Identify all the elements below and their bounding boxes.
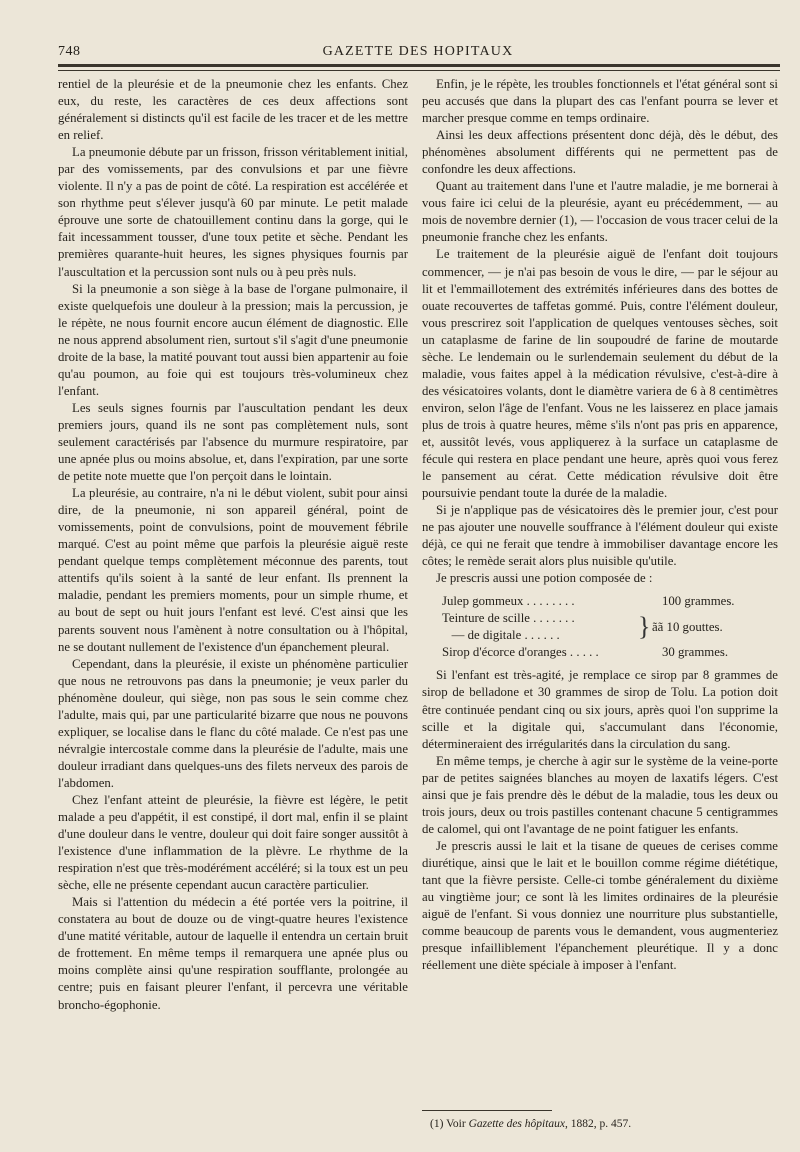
header-rule-thin [58, 70, 780, 71]
paragraph: Quant au traitement dans l'une et l'autre maladie, je me bornerai à vous faire ici celui de la pleurésie, ayant eu précédemment, — au mois de novembre dernier (1), — l'occasion de vous tracer celui de la pneumonie franche chez les enfants. [422, 179, 778, 245]
paragraph: Je prescris aussi une potion composée de : [436, 571, 653, 586]
ingredient-name: — de digitale [451, 628, 522, 643]
paragraph: En même temps, je cherche à agir sur le système de la veine-porte par de petites saignées blanches au moyen de laxatifs légers. C'est ainsi que je fais prendre dès le début de la maladie, tous les deux ou trois jours, deux ou trois pastilles contenant chacune 5 centigrammes de calomel, qui ont l'avantage de ne point fatiguer les enfants. [422, 753, 778, 836]
paragraph: Je prescris aussi le lait et la tisane de queues de cerises comme diurétique, ainsi que le lait et le bouillon comme régime diététique, tant que la fièvre persiste. Celle-ci tombe généralement du dixième au vingtième jour; ce sont là les limites ordinaires de la pleurésie aiguë de l'enfant. Si vous donniez une nourriture plus substantielle, comme beaucoup de parents vous le demandent, vous augmenteriez presque infailliblement l'épanchement pleurétique. Il y a donc réellement une diète spéciale à imposer à l'enfant. [422, 838, 778, 973]
left-column [58, 76, 408, 1014]
paragraph: Mais si l'attention du médecin a été portée vers la poitrine, il constatera au bout de douze ou de vingt-quatre heures l'existence d'une matité véritable, autour de laquelle il entendra un certain bruit de frottement. En même temps il remarquera une apnée plus ou moins complète ainsi qu'une respiration soufflante, prolongée au centre; puis en faisant pleurer l'enfant, il percevra une véritable broncho-égophonie. [58, 895, 408, 1012]
paragraph: Si l'enfant est très-agité, je remplace ce sirop par 8 grammes de sirop de belladone et 30 grammes de sirop de Tolu. La potion doit être continuée pendant cinq ou six jours, après quoi l'on supprime la scille et la digitale qui, s'accumulant dans l'économie, détermineraient des irrégularités dans la circulation du sang. [422, 668, 778, 751]
leader-dots: . . . . . . . [533, 611, 575, 626]
paragraph: Les seuls signes fournis par l'auscultation pendant les deux premiers jours, quand ils ne sont pas complètement nuls, sont seulement caractérisés par l'absence du murmure respiratoire, par une apnée plus ou moins absolue, et, dans l'expiration, par une sorte de petite note muette que l'on perçoit dans le lointain. [58, 400, 408, 484]
prescription-row [442, 593, 772, 610]
paragraph: Cependant, dans la pleurésie, il existe un phénomène particulier que nous ne retrouvons pas dans la pneumonie; je veux parler du phénomène douleur, qui siège, non pas sous le sein comme chez l'adulte, mais qui, par une particularité bizarre que nous ne pouvons expliquer, se localise dans le flanc du côté malade. Ce n'est pas une névralgie intercostale comme dans la pleurésie de l'adulte, mais une douleur irradiant dans quelques-uns des filets nerveux des parois de l'abdomen. [58, 656, 408, 790]
ingredient-quantity: 30 grammes. [662, 645, 729, 660]
leader-dots: . . . . . . . . [526, 594, 575, 609]
ingredient-quantity: ãã 10 gouttes. [652, 619, 723, 634]
paragraph: Ainsi les deux affections présentent donc déjà, dès le début, des phénomènes absolument différents qui ne permettent pas de confondre les deux affections. [422, 128, 778, 177]
paragraph: Le traitement de la pleurésie aiguë de l'enfant doit toujours commencer, — je n'ai pas besoin de vous le dire, — par le séjour au lit et l'emmaillotement des extrémités inférieures dans des bottes de ouate recouvertes de taffetas gommé. Puis, contre l'élément douleur, vous prescrirez soit l'application de quelques ventouses sèches, soit un cataplasme de farine de lin soupoudré de farine de moutarde sèche. Le lendemain ou le surlendemain seulement du début de la maladie, vous faites appel à la médication révulsive, c'est-à-dire à des vésicatoires volants, dont le diamètre variera de 6 à 8 centimètres environ, selon l'âge de l'enfant. Vous ne les laisserez en place jamais plus de trois à quatre heures, même s'ils n'ont pas pris en apparence, et, aussitôt levés, vous appliquerez à la surface un cataplasme de fécule qui restera en place pendant une heure, après quoi vous ferez le pansement au cérat. Cette médication révulsive doit être poursuivie pendant toute la durée de la maladie. [422, 247, 778, 501]
leader-dots: . . . . . . [524, 628, 560, 643]
paragraph: rentiel de la pleurésie et de la pneumonie chez les enfants. Chez eux, du reste, les caractères de ces deux affections sont généralement si distincts qu'il est facile de les tracer et de les mettre en relief. [58, 77, 408, 143]
footnote-marker: (1) Voir [430, 1118, 466, 1130]
ingredient-quantity: 100 grammes. [662, 594, 735, 609]
paragraph: Chez l'enfant atteint de pleurésie, la fièvre est légère, le petit malade a peu d'appétit, il est constipé, il dort mal, enfin il se plaint d'une douleur dans le ventre, douleur qui doit faire songer aussitôt à l'existence d'une inflammation de la plèvre. Le rhythme de la respiration n'est que très-modérément accéléré; si la toux est un peu sèche, elle ne présente cependant aucun caractère particulier. [58, 792, 408, 893]
leader-dots: . . . . . [569, 645, 599, 660]
paragraph: Si je n'applique pas de vésicatoires dès le premier jour, c'est pour ne pas ajouter une nouvelle souffrance à l'élément douleur qui existe déjà, ce qui ne ferait que tendre à immobiliser davantage encore les côtes; le remède serait alors plus nuisible qu'utile. [422, 503, 778, 569]
footnote-reference: , 1882, p. 457. [565, 1118, 632, 1130]
prescription-row [442, 644, 772, 661]
ingredient-name: Sirop d'écorce d'oranges [442, 645, 567, 660]
header-rule-thick [58, 64, 780, 67]
footnote-source: Gazette des hôpitaux [468, 1118, 566, 1130]
ingredient-name: Teinture de scille [442, 611, 530, 626]
brace-symbol: } [638, 612, 651, 642]
paragraph: La pleurésie, au contraire, n'a ni le début violent, subit pour ainsi dire, de la pneumonie, ni son appareil général, point de vomissements, point de convulsions, point de mouvement fébrile marqué. C'est au point même que parfois la pleurésie aiguë reste pendant quelque temps complètement méconnue des parents, tout attentifs qu'ils soient à la santé de leur enfant. Ils prennent la maladie, pendant les premiers moments, pour un simple rhume, et au bout de sept ou huit jours l'enfant est levé. C'est ainsi que les parents souvent nous l'amènent à notre consultation ou à l'hôpital, ne se doutant nullement de l'existence d'un épanchement pleural. [58, 486, 408, 654]
right-column [422, 76, 778, 974]
paragraph: Enfin, je le répète, les troubles fonctionnels et l'état général sont si peu accusés que dans la plupart des cas l'enfant pourra se lever et marcher presque comme en temps ordinaire. [422, 77, 778, 126]
paragraph: Si la pneumonie a son siège à la base de l'organe pulmonaire, il existe quelquefois une douleur à la pression; mais la percussion, je le répète, ne nous fournit encore aucun élément de diagnostic. Elle ne nous apprend absolument rien, surtout s'il s'agit d'une pneumonie droite de la base, la matité pouvant tout aussi bien appartenir au foie qu'au poumon, au foie qui est toujours très-volumineux chez l'enfant. [58, 281, 408, 398]
footnote [430, 1118, 631, 1130]
ingredient-name: Julep gommeux [442, 594, 524, 609]
footnote-rule [422, 1110, 552, 1111]
paragraph: La pneumonie débute par un frisson, frisson véritablement initial, par des vomissements, par des convulsions et par une fièvre violente. Il n'y a pas de point de côté. La respiration est accélérée et son rhythme peut s'élever jusqu'à 60 par minute. Le petit malade éprouve une sorte de chatouillement continu dans la gorge, qui le fait incessamment tousser, d'une toux petite et sèche. Pendant les premières quarante-huit heures, les signes physiques fournis par l'auscultation et la percussion sont nuls ou à peu près nuls. [58, 145, 408, 279]
journal-title: GAZETTE DES HOPITAUX [322, 44, 514, 59]
prescription-table [442, 593, 772, 661]
prescription-brace-group [442, 610, 772, 644]
page-number: 748 [58, 44, 81, 59]
running-header [58, 40, 778, 64]
